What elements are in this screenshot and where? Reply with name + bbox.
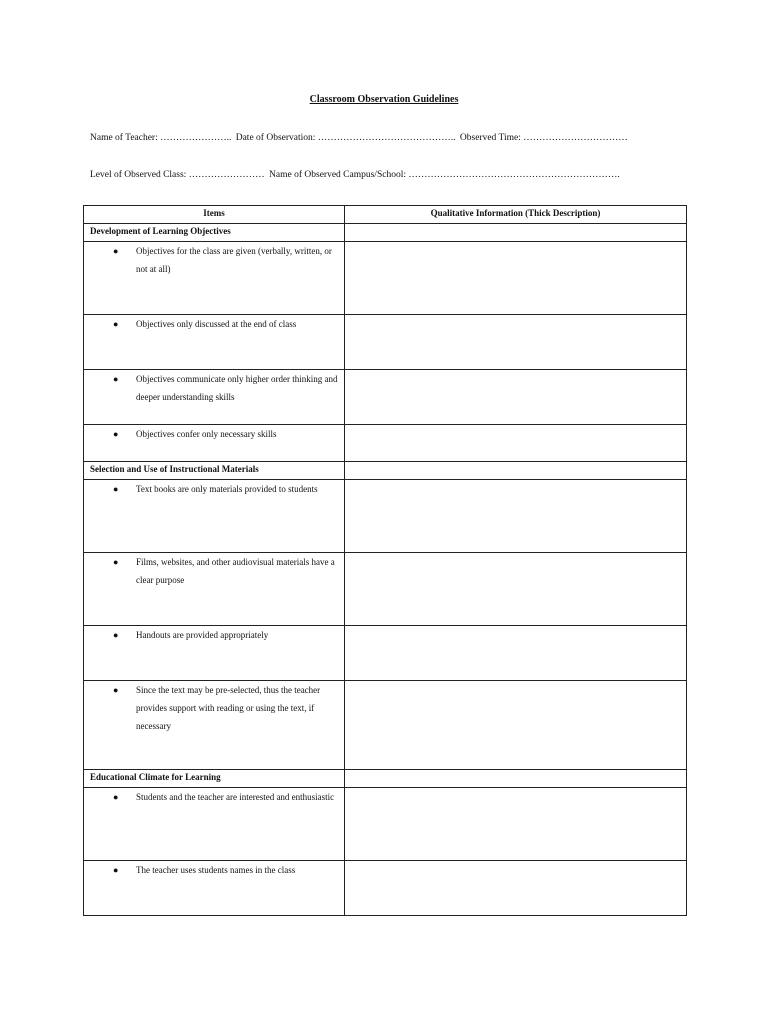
table-row (84, 370, 687, 425)
notes-cell[interactable] (345, 626, 687, 681)
table-row (84, 788, 687, 861)
item-text: Objectives confer only necessary skills (136, 429, 277, 439)
notes-cell[interactable] (345, 480, 687, 553)
item-cell (84, 788, 345, 861)
item-cell (84, 626, 345, 681)
section-title: Development of Learning Objectives (84, 224, 345, 242)
items-column-header: Items (84, 206, 345, 224)
bullet-icon: ● (113, 792, 119, 802)
table-row (84, 425, 687, 462)
notes-cell[interactable] (345, 770, 687, 788)
observation-date-field[interactable]: Date of Observation: …………………………………….. (235, 133, 456, 143)
notes-cell[interactable] (345, 553, 687, 626)
item-cell (84, 425, 345, 462)
notes-cell[interactable] (345, 315, 687, 370)
bullet-icon: ● (113, 246, 119, 256)
notes-cell[interactable] (345, 242, 687, 315)
notes-cell[interactable] (345, 861, 687, 916)
section-row (84, 224, 687, 242)
observed-time-field[interactable]: Observed Time: …………………………… (459, 133, 628, 143)
item-text: Films, websites, and other audiovisual materials have a clear purpose (136, 557, 335, 585)
section-title: Selection and Use of Instructional Materials (84, 462, 345, 480)
item-text: Objectives only discussed at the end of class (136, 319, 297, 329)
document-title: Classroom Observation Guidelines (309, 94, 459, 105)
notes-cell[interactable] (345, 788, 687, 861)
bullet-icon: ● (113, 865, 119, 875)
bullet-icon: ● (113, 630, 119, 640)
teacher-name-field[interactable]: Name of Teacher: ………………….. (90, 133, 232, 143)
bullet-icon: ● (113, 685, 119, 695)
notes-cell[interactable] (345, 425, 687, 462)
notes-cell[interactable] (345, 462, 687, 480)
table-row (84, 861, 687, 916)
class-level-field[interactable]: Level of Observed Class: …………………… (90, 170, 265, 180)
table-row (84, 626, 687, 681)
bullet-icon: ● (113, 429, 119, 439)
bullet-icon: ● (113, 374, 119, 384)
table-header-row (84, 206, 687, 224)
item-cell (84, 861, 345, 916)
bullet-icon: ● (113, 557, 119, 567)
item-cell (84, 681, 345, 770)
item-text: The teacher uses students names in the class (136, 865, 296, 875)
table-row (84, 242, 687, 315)
item-text: Objectives communicate only higher order thinking and deeper understanding skills (136, 374, 338, 402)
item-cell (84, 370, 345, 425)
item-text: Students and the teacher are interested and enthusiastic (136, 792, 335, 802)
section-title: Educational Climate for Learning (84, 770, 345, 788)
section-row (84, 462, 687, 480)
table-row (84, 553, 687, 626)
table-row (84, 681, 687, 770)
item-cell (84, 242, 345, 315)
table-row (84, 480, 687, 553)
qualitative-column-header: Qualitative Information (Thick Description) (345, 206, 687, 224)
notes-cell[interactable] (345, 681, 687, 770)
teacher-info-line (90, 133, 630, 143)
class-info-line (90, 170, 622, 180)
section-row (84, 770, 687, 788)
observation-table (83, 205, 687, 916)
table-row (84, 315, 687, 370)
item-cell (84, 315, 345, 370)
item-text: Text books are only materials provided to students (136, 484, 318, 494)
bullet-icon: ● (113, 319, 119, 329)
item-text: Since the text may be pre-selected, thus the teacher provides support with reading or using the text, if necessary (136, 685, 321, 731)
notes-cell[interactable] (345, 224, 687, 242)
notes-cell[interactable] (345, 370, 687, 425)
item-text: Handouts are provided appropriately (136, 630, 269, 640)
bullet-icon: ● (113, 484, 119, 494)
item-text: Objectives for the class are given (verbally, written, or not at all) (136, 246, 332, 274)
item-cell (84, 553, 345, 626)
campus-name-field[interactable]: Name of Observed Campus/School: …………………………………………………………. (269, 170, 620, 180)
item-cell (84, 480, 345, 553)
